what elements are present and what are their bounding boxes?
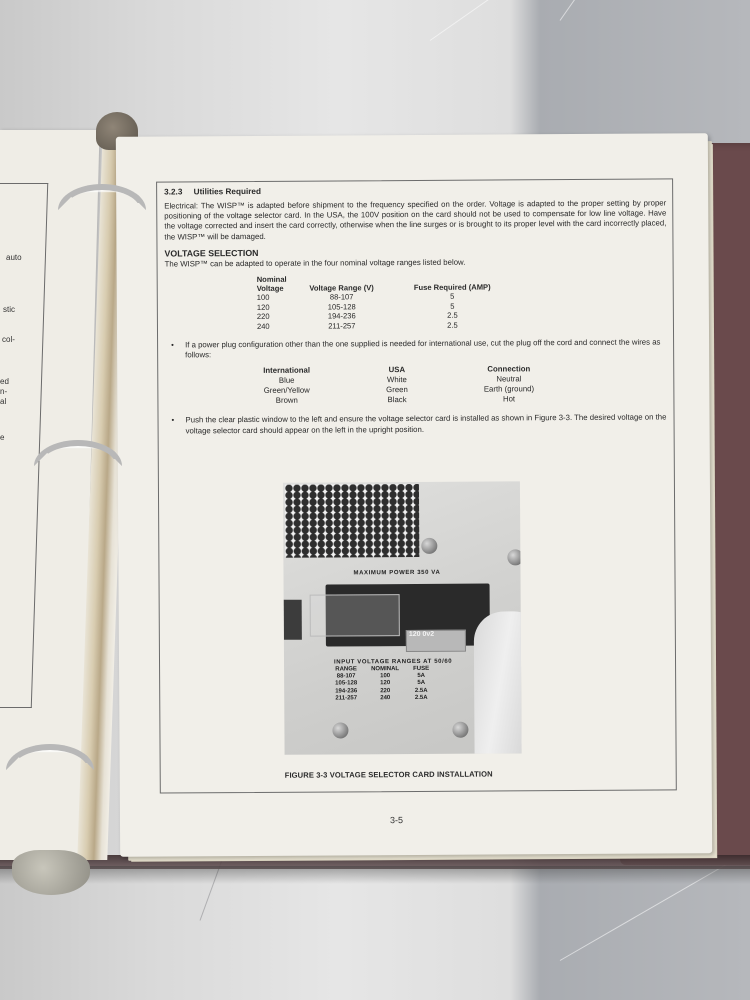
screw-icon	[507, 549, 521, 565]
column-header: Nominal Voltage	[256, 274, 287, 293]
column-header: Connection	[487, 364, 531, 374]
bullet-icon: •	[171, 340, 174, 350]
table-cell: 240	[380, 695, 391, 702]
column-header: FUSE	[413, 665, 430, 673]
table-cell: 2.5	[447, 320, 458, 330]
table-cell: 105-128	[335, 680, 358, 687]
max-power-label: MAXIMUM POWER 350 VA	[353, 569, 441, 577]
table-cell: 5	[450, 291, 455, 301]
table-cell: 5A	[417, 672, 425, 679]
column-header: International	[263, 366, 311, 376]
table-cell: Green	[386, 385, 408, 395]
bullet-push-window	[166, 413, 668, 436]
table-cell: 211-257	[335, 695, 358, 702]
column-header: Fuse Required (AMP)	[413, 282, 491, 293]
table-cell: 120	[380, 680, 391, 687]
screw-icon	[421, 538, 437, 554]
bullet-plug-configuration	[165, 337, 667, 360]
table-cell: Black	[387, 395, 407, 405]
table-cell: 5A	[417, 680, 426, 687]
table-cell: White	[386, 375, 407, 385]
figure-photo	[283, 481, 522, 754]
table-cell: Earth (ground)	[483, 384, 535, 394]
voltage-table	[237, 273, 511, 331]
input-voltage-heading: INPUT VOLTAGE RANGES AT 50/60	[334, 658, 453, 666]
table-cell: 105-128	[327, 301, 356, 312]
table-cell: 240	[256, 321, 270, 331]
table-cell: 100	[256, 292, 270, 302]
table-cell: Brown	[275, 396, 298, 406]
screw-icon	[332, 722, 348, 738]
card-voltage-text: 120 0ν2	[408, 630, 435, 639]
voltage-selection-intro: The WISP™ can be adapted to operate in the four nominal voltage ranges listed below.	[164, 257, 466, 269]
panel-voltage-table	[328, 666, 436, 703]
finger	[474, 611, 522, 755]
section-title: Utilities Required	[193, 186, 262, 197]
binder-shadow	[0, 866, 750, 884]
section-number: 3.2.3	[164, 187, 183, 197]
left-page-text-fragment: stic	[3, 305, 15, 314]
table-cell: 2.5	[447, 310, 458, 320]
table-row	[237, 320, 511, 331]
bullet-text: If a power plug configuration other than the one supplied is needed for international use, cut the plug off the cord and connect the wires as follows:	[185, 337, 661, 360]
table-cell: 5	[450, 301, 455, 311]
table-cell: Green/Yellow	[263, 386, 310, 396]
bullet-icon: •	[171, 415, 175, 425]
figure-caption: FIGURE 3-3 VOLTAGE SELECTOR CARD INSTALLATION	[284, 769, 493, 780]
table-cell: 211-257	[328, 320, 356, 331]
section-heading	[164, 184, 666, 196]
plastic-window	[310, 594, 400, 637]
table-row	[328, 695, 436, 703]
table-cell: 2.5A	[414, 694, 428, 701]
table-row	[328, 680, 436, 688]
screw-icon	[452, 722, 468, 738]
table-cell: 194-236	[327, 311, 356, 321]
table-cell: Neutral	[496, 374, 522, 384]
wiring-table	[225, 364, 572, 406]
table-cell: 88-107	[336, 673, 356, 680]
electrical-paragraph: Electrical: The WISP™ is adapted before shipment to the frequency specified on the order. Voltage is adapted to the proper setting by proper positioning of the voltage selector card. In the USA, the 100V position on the card should not be used to compensate for low line voltage. Have the voltage corrected and insert the card correctly, otherwise when the line surges or is brought to its proper level with the card incorrectly placed, the WISP™ will be damaged.	[164, 198, 667, 242]
binder-rod-foot	[12, 850, 90, 895]
vent-grille	[285, 484, 419, 558]
left-page-text-fragment: col-	[2, 335, 15, 344]
page-number: 3-5	[389, 815, 404, 826]
table-cell: Hot	[502, 394, 516, 404]
table-cell: 88-107	[329, 292, 354, 302]
left-page-text-fragment: n-	[0, 387, 8, 396]
table-scratch	[430, 0, 644, 41]
table-cell: 100	[380, 673, 391, 680]
table-cell: 220	[256, 311, 270, 321]
left-page-text-fragment: ed	[0, 377, 9, 386]
page-content	[164, 184, 668, 436]
table-row	[225, 394, 572, 406]
column-header: NOMINAL	[371, 666, 400, 673]
table-cell: 120	[256, 302, 270, 312]
bullet-text: Push the clear plastic window to the left and ensure the voltage selector card is installed as shown in Figure 3-3. The desired voltage on the voltage selector card should appear on the left in the upright position.	[185, 412, 667, 436]
left-page-text-fragment: e	[0, 433, 5, 442]
left-page-text-fragment: auto	[6, 253, 22, 262]
manual-page	[116, 133, 712, 857]
table-scratch	[560, 0, 676, 21]
table-cell: 2.5A	[414, 687, 428, 694]
table-cell: Blue	[278, 376, 295, 386]
table-header-row	[237, 273, 511, 293]
side-label-tag	[284, 600, 302, 640]
voltage-selection-heading: VOLTAGE SELECTION	[164, 247, 259, 259]
table-cell: 194-236	[335, 687, 358, 695]
column-header: USA	[388, 365, 406, 375]
table-cell: 220	[380, 687, 391, 694]
column-header: Voltage Range (V)	[309, 283, 374, 293]
left-page-text-fragment: al	[0, 397, 7, 406]
column-header: RANGE	[335, 666, 357, 673]
